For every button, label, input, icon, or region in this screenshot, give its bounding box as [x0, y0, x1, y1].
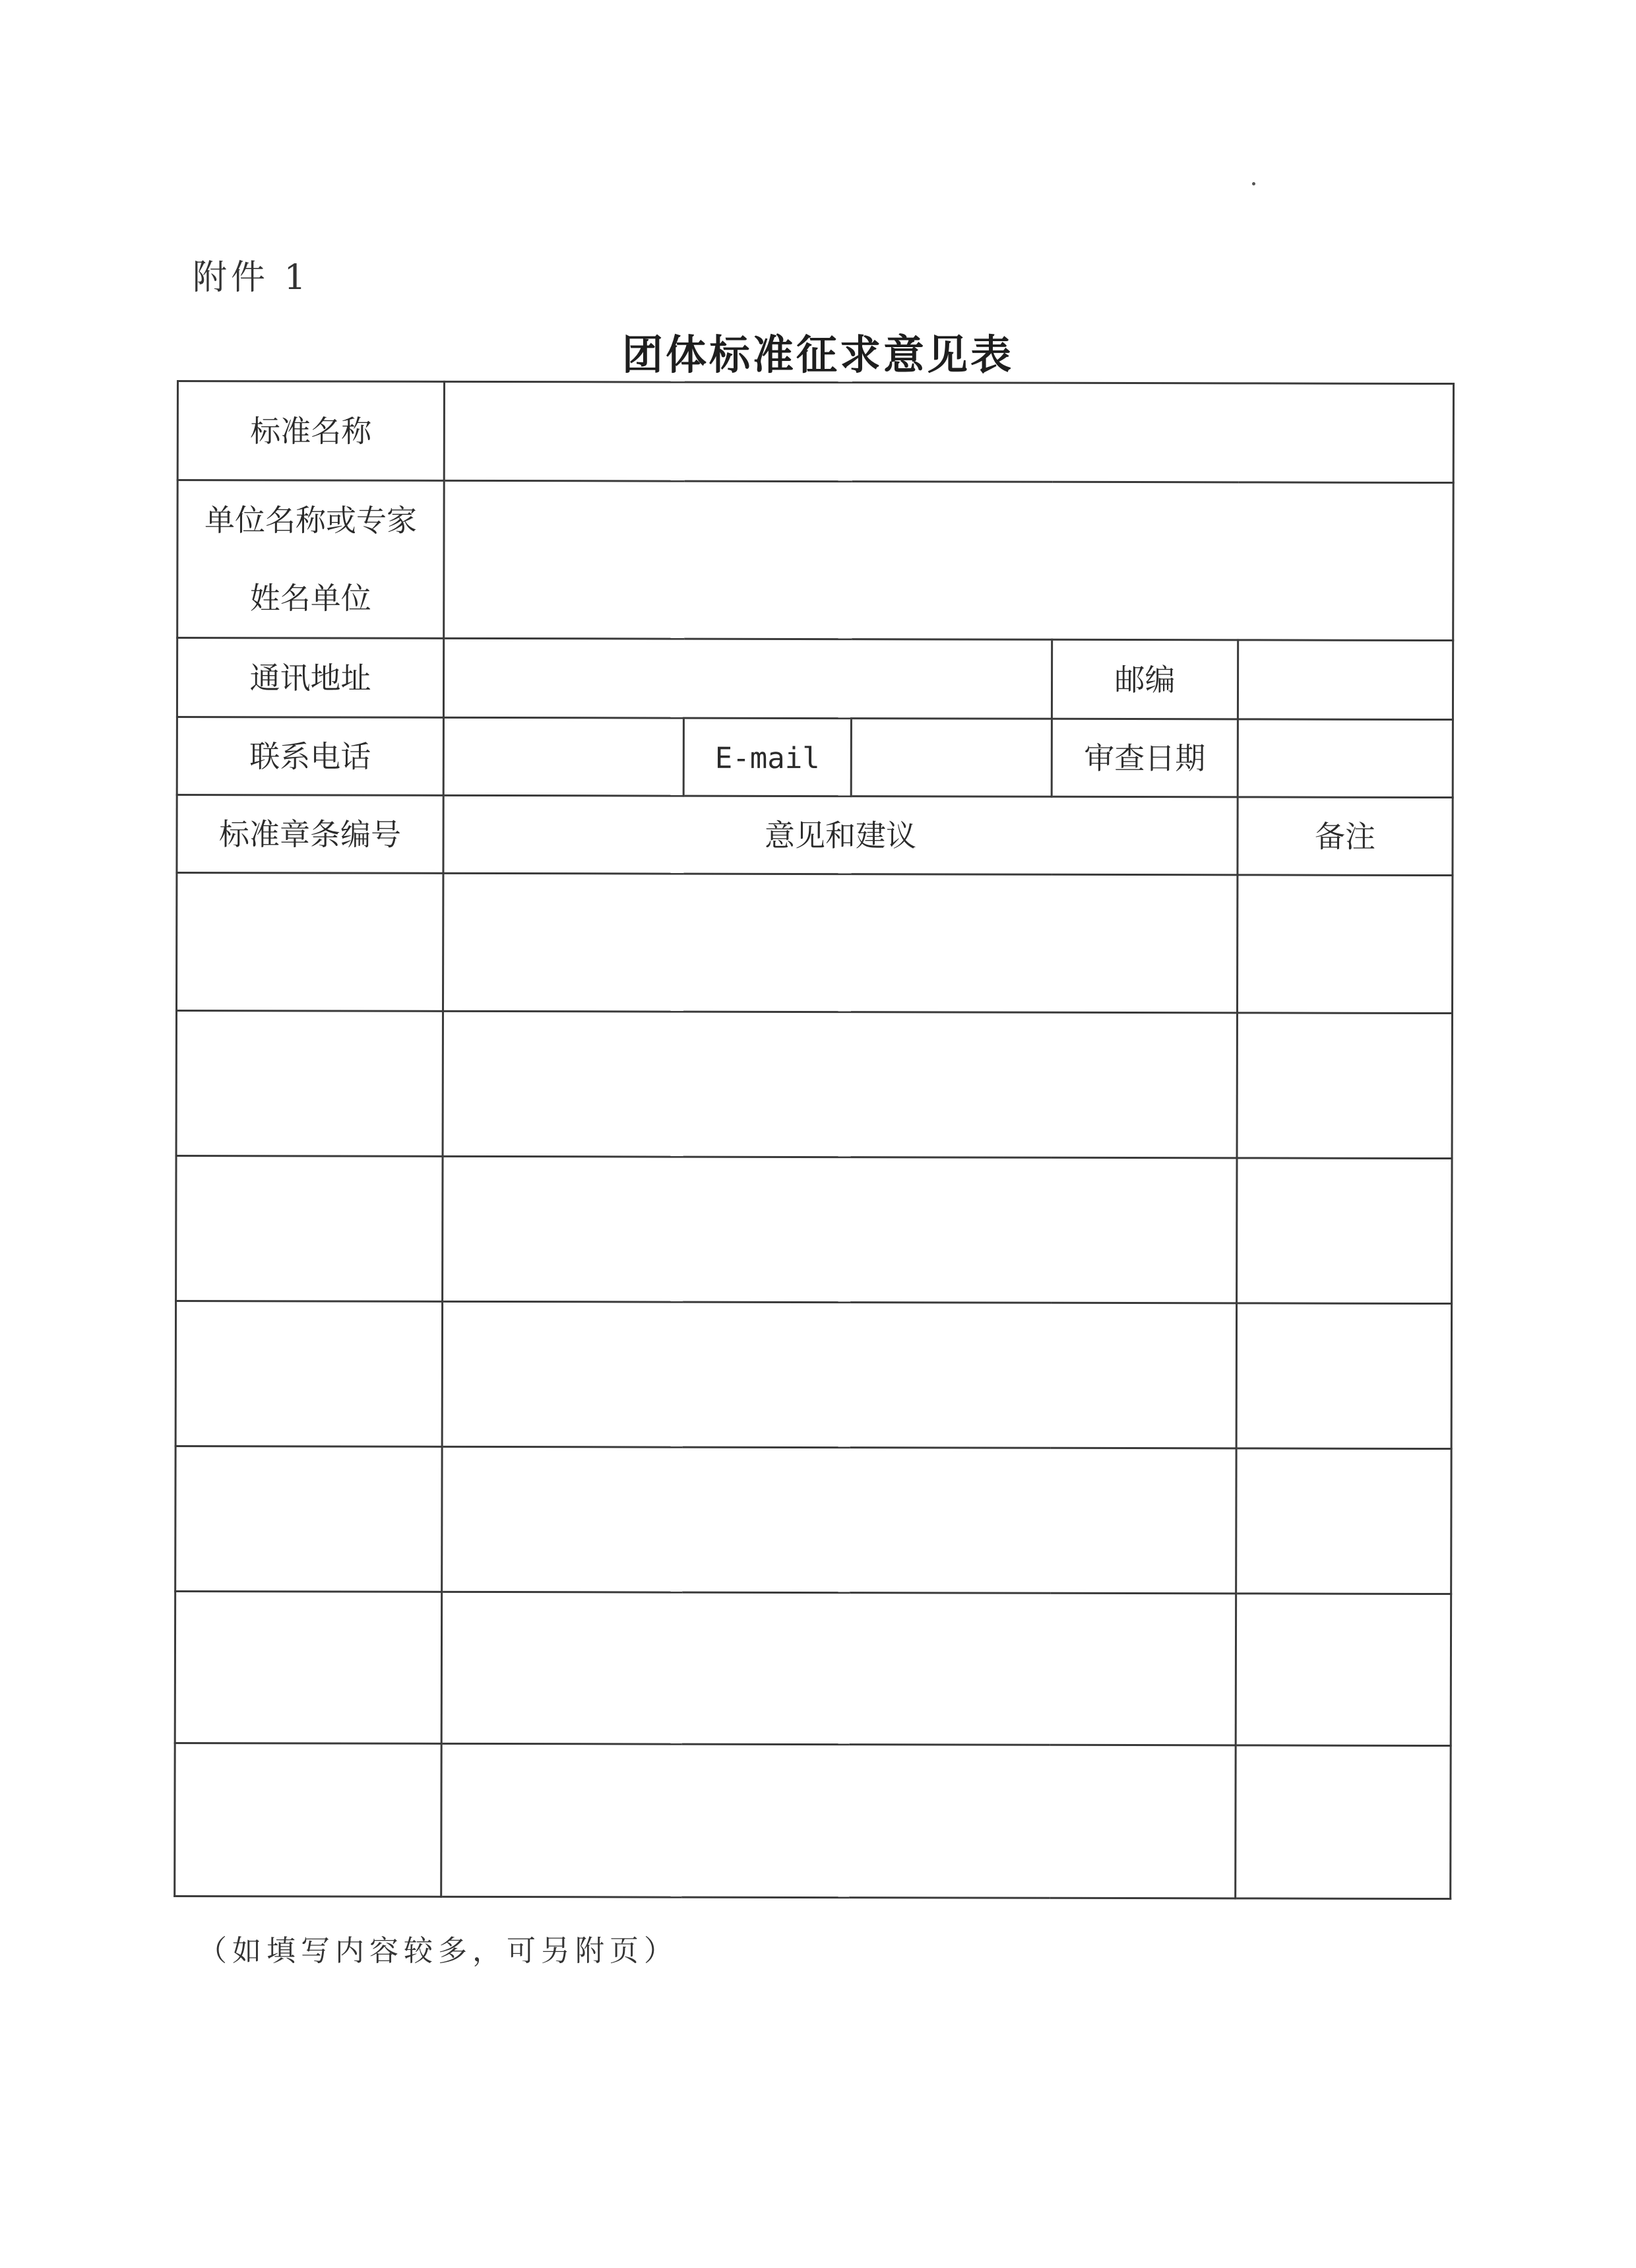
comment-row: [176, 1156, 1452, 1304]
comment-field[interactable]: [441, 1592, 1236, 1745]
comment-field[interactable]: [443, 1156, 1237, 1303]
review-date-label: 审查日期: [1084, 740, 1206, 776]
email-field[interactable]: [851, 719, 1052, 797]
unit-or-expert-label-cell: [177, 480, 444, 639]
unit-or-expert-label-line1: 单位名称或专家: [204, 502, 418, 538]
clause-number-header-cell: [177, 795, 443, 874]
row-address: [177, 638, 1453, 720]
email-label-cell: [683, 718, 851, 796]
clause-number-header: 标准章条编号: [219, 816, 402, 853]
clause-number-field[interactable]: [176, 1156, 443, 1302]
postcode-field[interactable]: [1238, 640, 1453, 720]
phone-label-cell: [177, 717, 443, 796]
row-contact: [177, 717, 1453, 798]
remark-field[interactable]: [1236, 1448, 1451, 1594]
attachment-label: 附件 1: [193, 258, 310, 298]
clause-number-field[interactable]: [175, 1301, 442, 1447]
unit-or-expert-label-line2: 姓名单位: [249, 580, 371, 616]
comment-row: [175, 1301, 1451, 1449]
remarks-header: 备注: [1315, 818, 1376, 855]
address-label: 通讯地址: [249, 659, 371, 696]
unit-or-expert-field[interactable]: [444, 480, 1454, 640]
row-unit-or-expert: [177, 480, 1454, 641]
comment-field[interactable]: [442, 1301, 1236, 1448]
standard-name-field[interactable]: [444, 381, 1453, 482]
remark-field[interactable]: [1236, 1594, 1451, 1746]
remark-field[interactable]: [1236, 1303, 1451, 1449]
row-standard-name: [177, 381, 1453, 483]
review-date-field[interactable]: [1238, 719, 1453, 798]
scan-speck: [1252, 182, 1255, 185]
remarks-header-cell: [1238, 797, 1453, 876]
clause-number-field[interactable]: [175, 1743, 441, 1896]
phone-field[interactable]: [443, 717, 683, 796]
remark-field[interactable]: [1237, 875, 1452, 1014]
footnote: （如填写内容较多，可另附页）: [198, 1934, 678, 1968]
postcode-label-cell: [1052, 639, 1238, 719]
remark-field[interactable]: [1237, 1013, 1452, 1159]
comment-field[interactable]: [442, 1446, 1236, 1594]
page-title: 团体标准征求意见表: [621, 331, 1014, 379]
clause-number-field[interactable]: [175, 1446, 442, 1592]
comment-row: [175, 1743, 1451, 1898]
phone-label: 联系电话: [249, 738, 371, 775]
comment-row: [175, 1446, 1451, 1594]
clause-number-field[interactable]: [176, 1011, 443, 1157]
comment-row: [175, 1591, 1451, 1745]
remark-field[interactable]: [1236, 1745, 1451, 1899]
comment-field[interactable]: [443, 873, 1237, 1013]
comment-field[interactable]: [443, 1011, 1237, 1158]
comment-row: [176, 873, 1452, 1014]
address-field[interactable]: [443, 638, 1052, 719]
comments-header-cell: [443, 795, 1238, 875]
row-comments-header: [177, 795, 1453, 876]
standard-name-label: 标准名称: [250, 412, 372, 449]
address-label-cell: [177, 638, 443, 718]
clause-number-field[interactable]: [175, 1591, 441, 1743]
comment-field[interactable]: [441, 1743, 1236, 1898]
postcode-label: 邮编: [1114, 661, 1176, 697]
remark-field[interactable]: [1237, 1158, 1452, 1304]
comments-header: 意见和建议: [765, 817, 917, 853]
standard-name-label-cell: [177, 381, 444, 481]
comment-form-table: [173, 380, 1455, 1900]
comment-row: [176, 1011, 1452, 1159]
clause-number-field[interactable]: [176, 873, 443, 1012]
review-date-label-cell: [1052, 719, 1238, 797]
email-label: E-mail: [714, 741, 820, 775]
